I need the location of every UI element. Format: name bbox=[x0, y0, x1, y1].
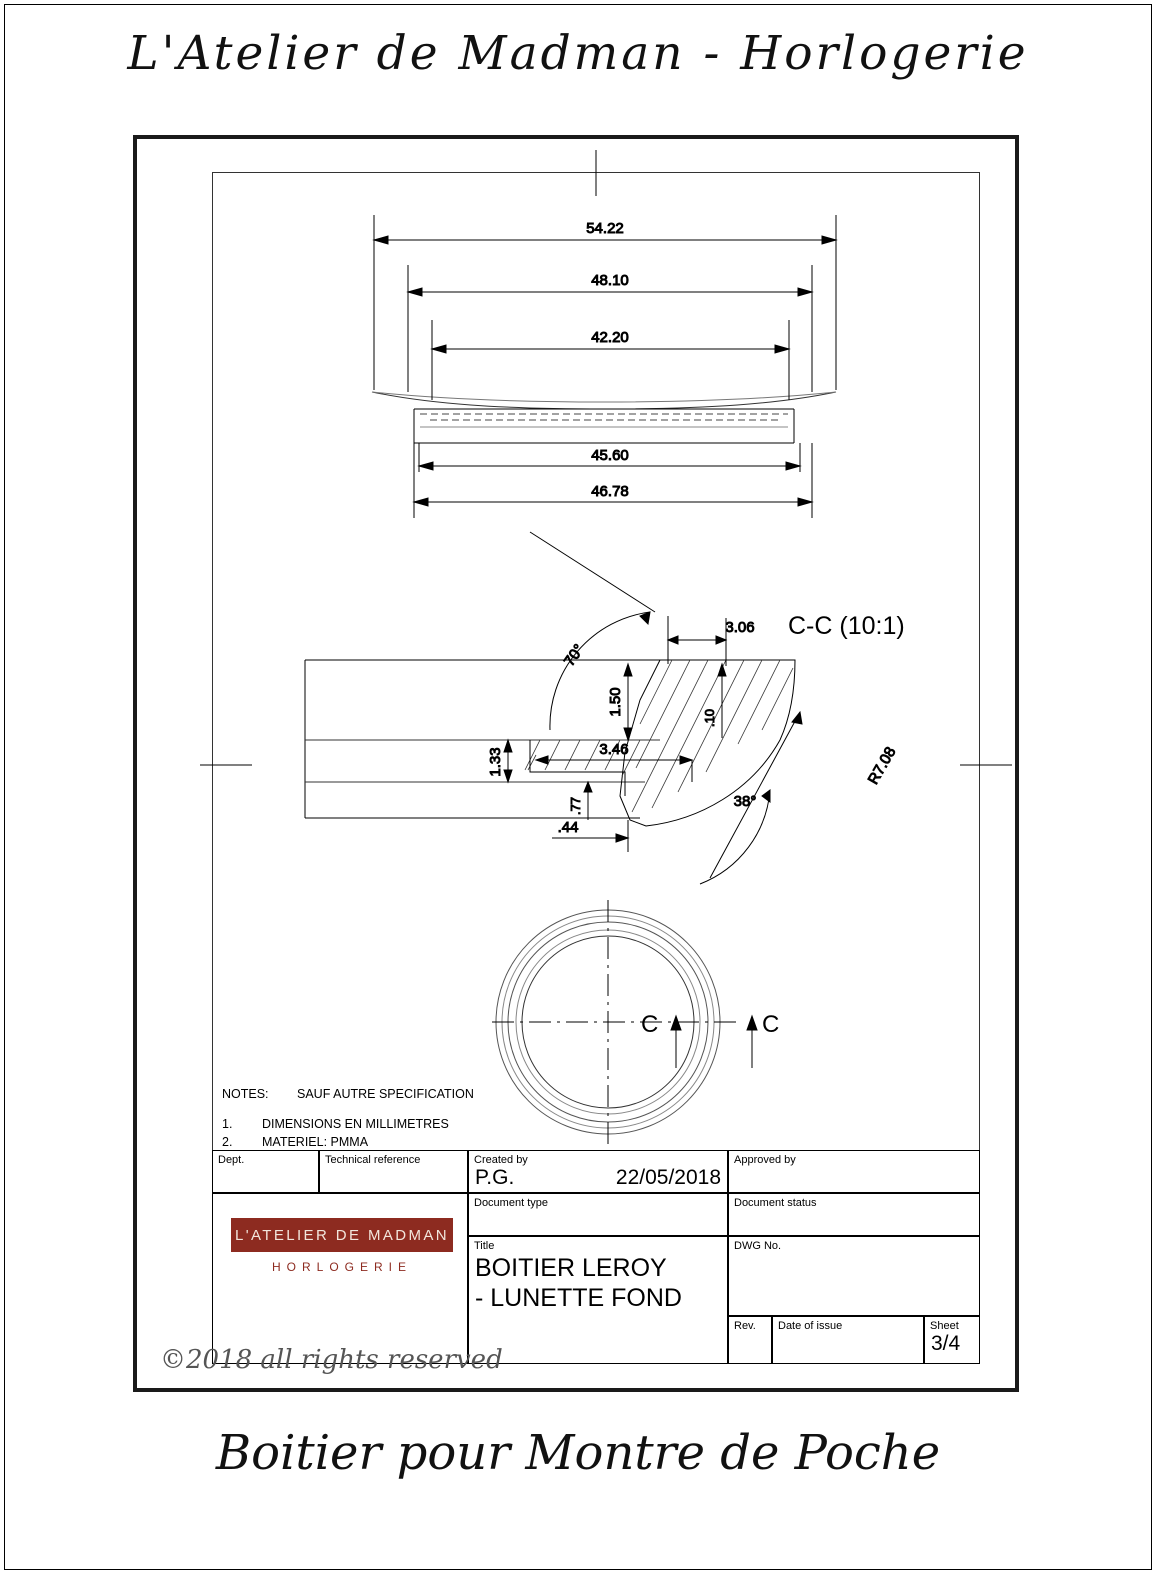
created-by-value: P.G. bbox=[475, 1166, 515, 1189]
created-by-label: Created by bbox=[474, 1154, 528, 1166]
note-text: MATERIEL: PMMA bbox=[262, 1135, 369, 1149]
rev-label: Rev. bbox=[734, 1320, 756, 1332]
dept-label: Dept. bbox=[218, 1154, 245, 1166]
rev-cell bbox=[728, 1316, 772, 1364]
notes-heading: SAUF AUTRE SPECIFICATION bbox=[297, 1087, 474, 1101]
approved-by-cell bbox=[728, 1150, 980, 1193]
svg-text:.44: .44 bbox=[557, 819, 579, 836]
dwg-no-cell bbox=[728, 1236, 980, 1316]
title-cell bbox=[468, 1236, 728, 1364]
section-label: C-C (10:1) bbox=[788, 612, 905, 640]
brand-logo-subtitle: HORLOGERIE bbox=[271, 1260, 412, 1274]
svg-text:3.06: 3.06 bbox=[725, 619, 755, 636]
document-type-label: Document type bbox=[474, 1197, 548, 1209]
approved-by-label: Approved by bbox=[734, 1154, 796, 1166]
svg-text:42.20: 42.20 bbox=[591, 329, 629, 346]
svg-text:3.46: 3.46 bbox=[599, 741, 629, 758]
svg-text:R7.08: R7.08 bbox=[864, 744, 900, 788]
notes-block bbox=[222, 1085, 552, 1151]
svg-text:54.22: 54.22 bbox=[586, 220, 624, 237]
note-item bbox=[222, 1115, 552, 1133]
svg-text:1.33: 1.33 bbox=[487, 747, 504, 777]
brand-logo bbox=[231, 1218, 453, 1252]
note-index: 2. bbox=[222, 1135, 233, 1149]
drawing-title-line1: BOITIER LEROY bbox=[475, 1254, 667, 1282]
sheet-value: 3/4 bbox=[931, 1332, 961, 1355]
technical-reference-label: Technical reference bbox=[325, 1154, 421, 1166]
svg-text:48.10: 48.10 bbox=[591, 272, 629, 289]
section-mark-c-right: C bbox=[762, 1011, 780, 1038]
date-of-issue-label: Date of issue bbox=[778, 1320, 843, 1332]
note-item bbox=[222, 1133, 552, 1151]
svg-text:70°: 70° bbox=[560, 641, 588, 670]
created-by-cell bbox=[468, 1150, 728, 1193]
note-text: DIMENSIONS EN MILLIMETRES bbox=[262, 1117, 449, 1131]
svg-text:45.60: 45.60 bbox=[591, 447, 629, 464]
created-date-value: 22/05/2018 bbox=[615, 1166, 721, 1189]
page-footer-title: Boitier pour Montre de Poche bbox=[215, 1425, 941, 1481]
note-index: 1. bbox=[222, 1117, 233, 1131]
document-status-label: Document status bbox=[734, 1197, 817, 1209]
svg-text:38°: 38° bbox=[733, 793, 757, 810]
technical-reference-cell bbox=[319, 1150, 468, 1193]
title-label: Title bbox=[474, 1240, 495, 1252]
logo-cell bbox=[212, 1193, 468, 1364]
document-status-cell bbox=[728, 1193, 980, 1236]
drawing-title-line2: - LUNETTE FOND bbox=[475, 1284, 682, 1312]
date-of-issue-cell bbox=[772, 1316, 924, 1364]
svg-text:.10: .10 bbox=[702, 708, 717, 728]
svg-text:1.50: 1.50 bbox=[607, 687, 624, 717]
sheet-label: Sheet bbox=[930, 1320, 959, 1332]
document-type-cell bbox=[468, 1193, 728, 1236]
svg-text:.77: .77 bbox=[568, 796, 583, 816]
notes-label: NOTES: bbox=[222, 1087, 269, 1101]
page-header-title: L'Atelier de Madman - Horlogerie bbox=[127, 26, 1029, 81]
sheet-cell bbox=[924, 1316, 980, 1364]
section-mark-c-left: C bbox=[641, 1011, 659, 1038]
svg-text:46.78: 46.78 bbox=[591, 483, 629, 500]
dept-cell bbox=[212, 1150, 319, 1193]
title-block bbox=[212, 1150, 980, 1364]
brand-logo-text: L'ATELIER DE MADMAN bbox=[234, 1226, 450, 1244]
copyright-notice: ©2018 all rights reserved bbox=[160, 1345, 503, 1375]
dwg-no-label: DWG No. bbox=[734, 1240, 782, 1252]
